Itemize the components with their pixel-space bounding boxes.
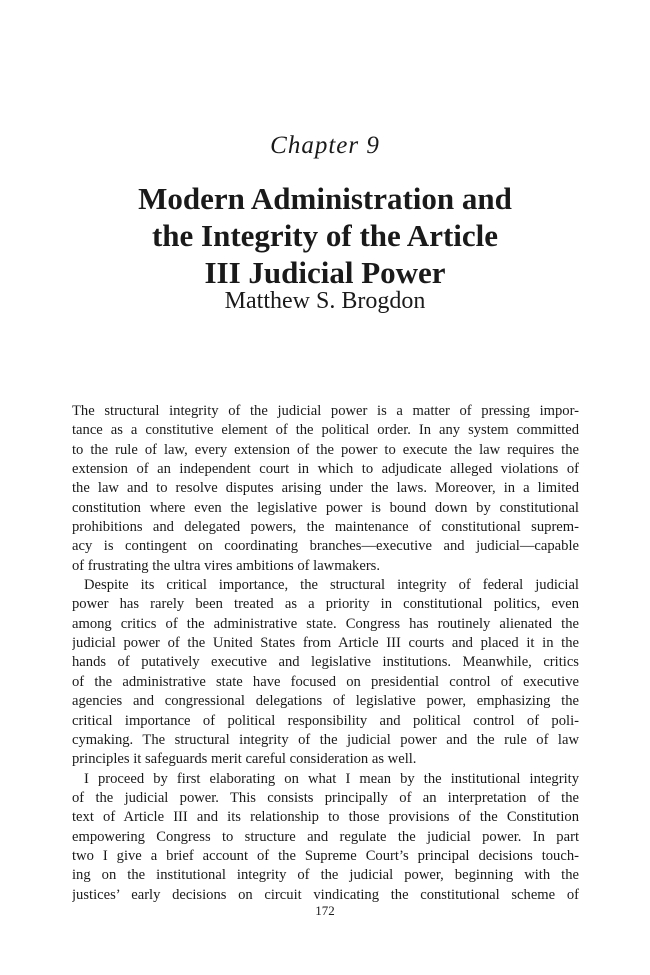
text-line: extension of an independent court in which to adjudicate alleged violations of <box>72 461 579 478</box>
chapter-label: Chapter 9 <box>270 132 380 159</box>
text-line: power has rarely been treated as a priority in constitutional politics, even <box>72 596 579 613</box>
text-line: acy is contingent on coordinating branches—executive and judicial—capable <box>72 538 579 555</box>
text-line: judicial power of the United States from Article III courts and placed it in the <box>72 635 579 652</box>
text-line: of the judicial power. This consists principally of an interpretation of the <box>72 789 579 806</box>
chapter-title-line-3: III Judicial Power <box>204 255 446 290</box>
text-line: hands of putatively executive and legislative institutions. Meanwhile, critics <box>72 654 579 671</box>
text-line: critical importance of political responsibility and political control of poli- <box>72 712 579 729</box>
text-line: to the rule of law, every extension of the power to execute the law requires the <box>72 441 579 458</box>
text-line: The structural integrity of the judicial power is a matter of pressing impor- <box>72 403 579 419</box>
text-line: I proceed by first elaborating on what I mean by the institutional integrity <box>84 770 579 787</box>
body-text <box>72 402 579 905</box>
paragraph-3 <box>72 770 579 905</box>
author-name: Matthew S. Brogdon <box>224 288 426 314</box>
text-line: principles it safeguards merit careful consideration as well. <box>72 751 417 768</box>
text-line: cymaking. The structural integrity of the judicial power and the rule of law <box>72 731 579 748</box>
text-line: two I give a brief account of the Supreme Court’s principal decisions touch- <box>72 847 579 864</box>
text-line: tance as a constitutive element of the political order. In any system committed <box>72 422 579 439</box>
text-line: the law and to resolve disputes arising under the laws. Moreover, in a limited <box>72 480 579 497</box>
text-line: prohibitions and delegated powers, the maintenance of constitutional suprem- <box>72 519 579 536</box>
chapter-title <box>80 180 570 291</box>
text-line: constitution where even the legislative power is bound down by constitutional <box>72 499 579 516</box>
text-line: agencies and congressional delegations of legislative power, emphasizing the <box>72 693 579 710</box>
text-line: text of Article III and its relationship to those provisions of the Constitution <box>72 809 579 826</box>
text-line: Despite its critical importance, the structural integrity of federal judicial <box>84 577 579 594</box>
text-line: ing on the institutional integrity of the judicial power, beginning with the <box>72 867 579 884</box>
text-line: of frustrating the ultra vires ambitions of lawmakers. <box>72 557 381 574</box>
paragraph-1 <box>72 402 579 576</box>
chapter-title-line-2: the Integrity of the Article <box>151 218 499 253</box>
page-number: 172 <box>315 903 335 918</box>
text-line: justices’ early decisions on circuit vindicating the constitutional scheme of <box>72 886 579 903</box>
paragraph-2 <box>72 576 579 769</box>
text-line: of the administrative state have focused on presidential control of executive <box>72 673 579 690</box>
text-line: among critics of the administrative state. Congress has routinely alienated the <box>72 615 579 632</box>
chapter-title-line-1: Modern Administration and <box>138 181 512 216</box>
text-line: empowering Congress to structure and regulate the judicial power. In part <box>72 828 579 845</box>
